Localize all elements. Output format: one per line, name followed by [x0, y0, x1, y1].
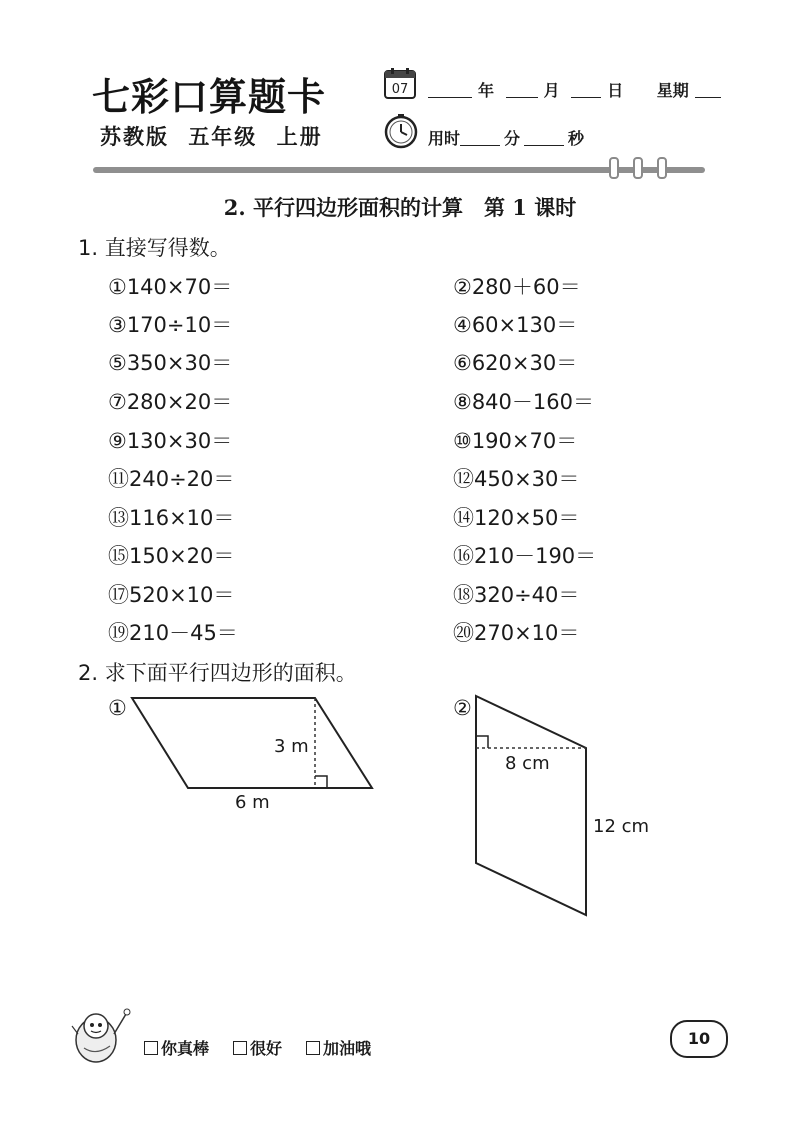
rating-option-keep-going[interactable]	[306, 1036, 371, 1059]
minute-blank[interactable]	[460, 144, 500, 146]
figure2-height-label: 8 cm	[505, 753, 550, 774]
calendar-icon	[383, 67, 417, 101]
exercise-item: ⑱320÷40＝	[453, 583, 580, 607]
page-number: 10	[670, 1020, 728, 1058]
parallelogram-figure-2	[468, 688, 598, 923]
rating-label: 你真棒	[161, 1039, 210, 1058]
exercise-item: ⑥620×30＝	[453, 351, 578, 375]
weekday-blank[interactable]	[695, 96, 721, 98]
exercise-item: ⑤350×30＝	[108, 351, 233, 375]
weekday-label: 星期	[656, 81, 689, 100]
exercise-item: ⑳270×10＝	[453, 621, 580, 645]
rating-checkbox[interactable]	[144, 1041, 158, 1055]
figure2-side-label: 12 cm	[593, 816, 650, 837]
exercise-item: ①140×70＝	[108, 275, 233, 299]
year-blank[interactable]	[428, 96, 472, 98]
volume: 上册	[276, 125, 323, 149]
edition-line	[100, 121, 323, 151]
section1-heading: 1. 直接写得数。	[78, 236, 231, 260]
right-angle-mark	[476, 736, 488, 748]
exercise-item: ④60×130＝	[453, 313, 578, 337]
parallelogram-figure-1	[120, 690, 390, 800]
clock-icon	[383, 113, 419, 149]
minute-label: 分	[504, 129, 521, 148]
day-blank[interactable]	[571, 96, 601, 98]
rating-option-good[interactable]	[233, 1036, 282, 1059]
figure1-index: ①	[108, 696, 127, 720]
rating-checkbox[interactable]	[306, 1041, 320, 1055]
exercise-item: ⑮150×20＝	[108, 544, 235, 568]
month-blank[interactable]	[506, 96, 538, 98]
rating-label: 很好	[250, 1039, 283, 1058]
grade: 五年级	[188, 125, 258, 149]
day-label: 日	[607, 81, 624, 100]
exercise-item: ⑩190×70＝	[453, 429, 578, 453]
rating-checkbox[interactable]	[233, 1041, 247, 1055]
figure2-index: ②	[453, 696, 472, 720]
right-angle-mark	[315, 776, 327, 788]
exercise-item: ③170÷10＝	[108, 313, 233, 337]
edition: 苏教版	[100, 125, 169, 149]
exercise-item: ⑨130×30＝	[108, 429, 233, 453]
lesson-title: 2. 平行四边形面积的计算 第 1 课时	[223, 195, 577, 220]
time-prefix-label: 用时	[428, 129, 461, 148]
parallelogram-outline	[132, 698, 372, 788]
figure1-height-label: 3 m	[274, 736, 309, 757]
exercise-item: ⑧840－160＝	[453, 390, 594, 414]
section2-heading: 2. 求下面平行四边形的面积。	[78, 661, 357, 685]
exercise-item: ⑪240÷20＝	[108, 467, 235, 491]
binder-ring	[609, 157, 619, 179]
time-fields	[428, 126, 584, 149]
date-fields	[428, 78, 721, 101]
exercise-item: ②280＋60＝	[453, 275, 581, 299]
exercise-item: ⑭120×50＝	[453, 506, 580, 530]
exercise-item: ⑦280×20＝	[108, 390, 233, 414]
second-label: 秒	[568, 129, 585, 148]
binder-ring	[657, 157, 667, 179]
exercise-item: ⑯210－190＝	[453, 544, 597, 568]
year-label: 年	[478, 81, 495, 100]
exercise-item: ⑲210－45＝	[108, 621, 238, 645]
rating-label: 加油哦	[323, 1039, 372, 1058]
calendar-day: 07	[391, 82, 409, 97]
figure1-base-label: 6 m	[235, 792, 270, 813]
exercise-item: ⑫450×30＝	[453, 467, 580, 491]
binder-ring	[633, 157, 643, 179]
mascot-icon	[70, 1004, 136, 1070]
rating-option-great[interactable]	[144, 1036, 209, 1059]
month-label: 月	[543, 81, 560, 100]
parallelogram-outline	[476, 696, 586, 915]
second-blank[interactable]	[524, 144, 564, 146]
brand-title: 七彩口算题卡	[92, 74, 327, 119]
exercise-item: ⑰520×10＝	[108, 583, 235, 607]
exercise-item: ⑬116×10＝	[108, 506, 235, 530]
